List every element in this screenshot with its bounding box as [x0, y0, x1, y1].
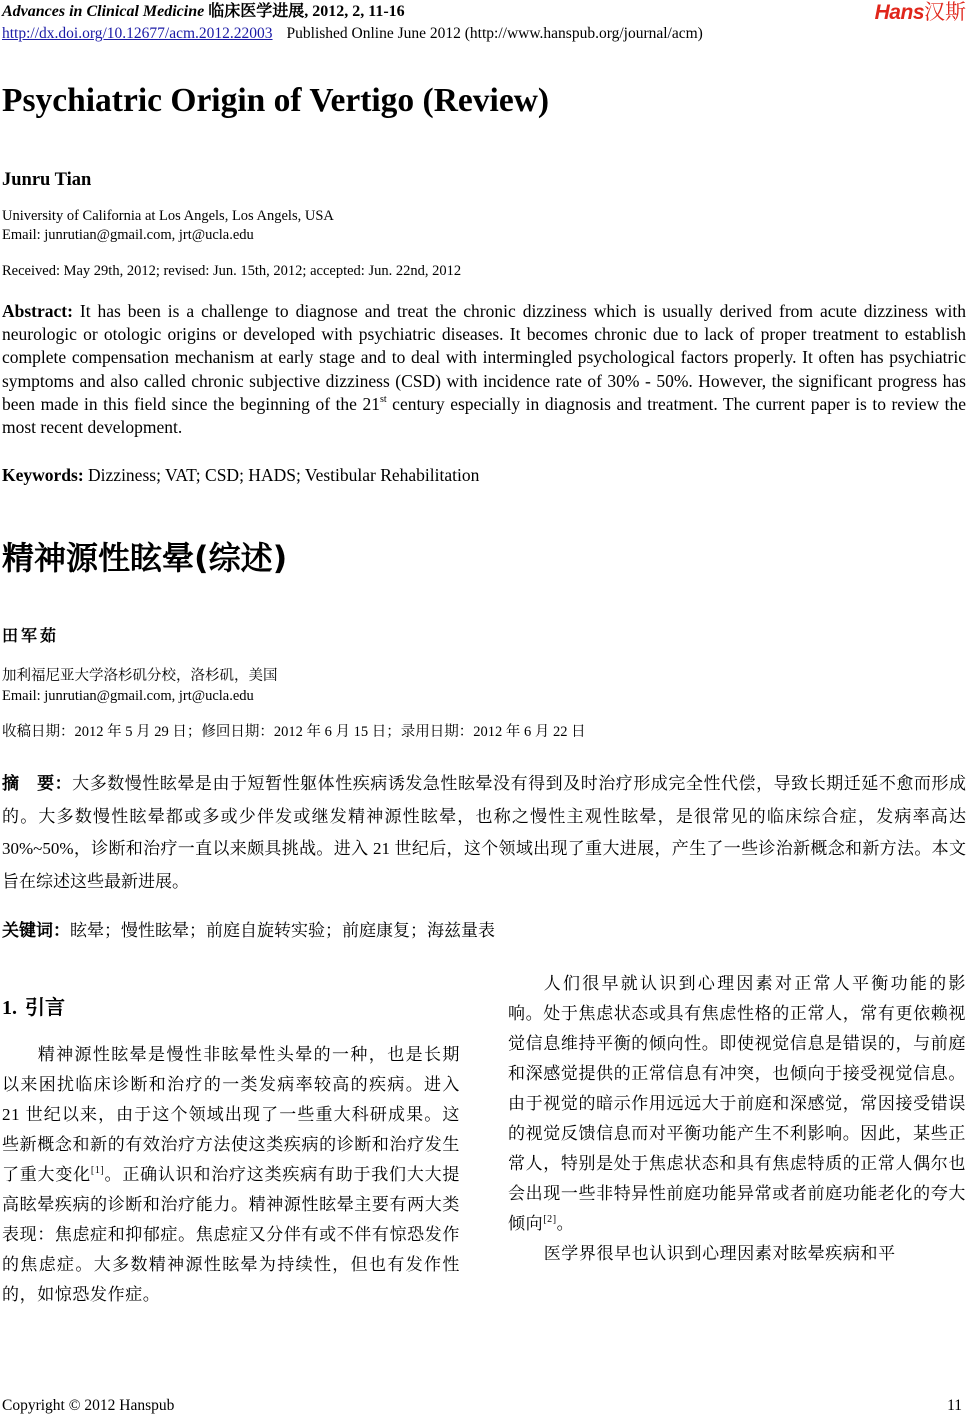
- paragraph-text: 医学界很早也认识到心理因素对眩晕疾病和平: [543, 1244, 896, 1263]
- keywords-en: [2, 464, 479, 486]
- paper-title-cn: 精神源性眩晕(综述): [2, 539, 288, 577]
- paragraph: [508, 1239, 966, 1269]
- paragraph-text: 精神源性眩晕是慢性非眩晕性头晕的一种，也是长期以来困扰临床诊断和治疗的一类发病率较高的疾病。进入 21 世纪以来，由于这个领域出现了一些重大科研成果。这些新概念和新的有效治疗方法使这类疾病的诊断和治疗发生了重大变化: [2, 1045, 460, 1184]
- citation-ref[interactable]: [2]: [543, 1214, 557, 1225]
- logo-cn: 汉斯: [924, 1, 966, 24]
- affiliation-cn: 加利福尼亚大学洛杉矶分校，洛杉矶，美国: [2, 668, 278, 684]
- author-en: Junru Tian: [2, 170, 92, 190]
- logo-en: Hans: [874, 1, 924, 24]
- journal-name: Advances in Clinical Medicine: [2, 3, 205, 20]
- paragraph-text: 。正确认识和治疗这类疾病有助于我们大大提高眩晕疾病的诊断和治疗能力。精神源性眩晕主要有两大类表现：焦虑症和抑郁症。焦虑症又分伴有或不伴有惊恐发作的焦虑症。大多数精神源性眩晕为持续性，但也有发作性的，如惊恐发作症。: [2, 1165, 460, 1304]
- paragraph: [508, 969, 966, 1239]
- doi-line: [2, 24, 703, 44]
- paragraph: [2, 1040, 460, 1310]
- paragraph-text: 人们很早就认识到心理因素对正常人平衡功能的影响。处于焦虑状态或具有焦虑性格的正常人，常有更依赖视觉信息维持平衡的倾向性。即使视觉信息是错误的，与前庭和深感觉提供的正常信息有冲突，也倾向于接受视觉信息。由于视觉的暗示作用远远大于前庭和深感觉，常因接受错误的视觉反馈信息而对平衡功能产生不利影响。因此，某些正常人，特别是处于焦虑状态和具有焦虑特质的正常人偶尔也会出现一些非特异性前庭功能异常或者前庭功能老化的夸大倾向: [508, 974, 966, 1233]
- dates-en: Received: May 29th, 2012; revised: Jun. 15th, 2012; accepted: Jun. 22nd, 2012: [2, 263, 462, 279]
- body-column-right: [508, 969, 966, 1269]
- journal-citation: , 2012, 2, 11-16: [304, 3, 405, 20]
- abstract-en: [2, 300, 966, 439]
- publisher-logo: [875, 0, 966, 26]
- section-title: 引言: [25, 995, 65, 1019]
- body-column-left: [2, 1040, 460, 1310]
- dates-cn: 收稿日期：2012 年 5 月 29 日；修回日期：2012 年 6 月 15 日；录用日期：2012 年 6 月 22 日: [2, 724, 586, 740]
- abstract-text-cn: 大多数慢性眩晕是由于短暂性躯体性疾病诱发急性眩晕没有得到及时治疗形成完全性代偿，导致长期迁延不愈而形成的。大多数慢性眩晕都或多或少伴发或继发精神源性眩晕，也称之慢性主观性眩晕，是很常见的临床综合症，发病率高达 30%~50%，诊断和治疗一直以来颇具挑战。进入 21 世纪后，这个领域出现了重大进展，产生了一些诊治新概念和新方法。本文旨在综述这些最新进展。: [2, 774, 967, 891]
- keywords-cn: [2, 918, 495, 944]
- published-online: Published Online June 2012 (http://www.hanspub.org/journal/acm): [286, 25, 703, 42]
- section-heading: [2, 993, 65, 1022]
- abstract-text-en-2: century especially in diagnosis and treatment. The current paper is to review the most recent development.: [2, 393, 967, 438]
- abstract-label-en: Abstract:: [2, 301, 73, 321]
- abstract-cn: [2, 768, 966, 898]
- journal-header: [2, 2, 405, 22]
- paragraph-text: 。: [556, 1214, 575, 1233]
- doi-link[interactable]: http://dx.doi.org/10.12677/acm.2012.22003: [2, 25, 273, 42]
- keywords-label-cn: 关键词：: [2, 921, 70, 941]
- page-number: 11: [947, 1397, 962, 1414]
- keywords-list-cn: 眩晕；慢性眩晕；前庭自旋转实验；前庭康复；海兹量表: [70, 921, 495, 940]
- abstract-text-en-1: It has been is a challenge to diagnose and treat the chronic dizziness which is usually derived from acute dizziness with neurologic or otologic origins or developed with psychiatric diseases. It becomes chronic due to lack of proper treatment to establish complete compensation mechanism at early stage and to deal with intermingled psychological factors properly. It often has psychiatric symptoms and also called chronic subjective dizziness (CSD) with incidence rate of 30% - 50%. However, the significant progress has been made in this field since the beginning of the 21: [2, 301, 966, 414]
- author-cn: 田军茹: [2, 628, 60, 645]
- keywords-label-en: Keywords:: [2, 465, 84, 485]
- copyright: Copyright © 2012 Hanspub: [2, 1397, 175, 1414]
- abstract-label-cn: 摘 要：: [2, 774, 73, 794]
- citation-ref[interactable]: [1]: [90, 1165, 105, 1176]
- section-number: 1.: [2, 997, 17, 1019]
- keywords-list-en: Dizziness; VAT; CSD; HADS; Vestibular Rehabilitation: [83, 465, 480, 485]
- email-cn: Email: junrutian@gmail.com, jrt@ucla.edu: [2, 688, 254, 704]
- email-en: Email: junrutian@gmail.com, jrt@ucla.edu: [2, 227, 254, 243]
- paper-title-en: Psychiatric Origin of Vertigo (Review): [2, 82, 550, 119]
- journal-name-cn: 临床医学进展: [208, 3, 305, 20]
- abstract-sup: st: [379, 393, 387, 405]
- affiliation-en: University of California at Los Angels, Los Angels, USA: [2, 208, 334, 224]
